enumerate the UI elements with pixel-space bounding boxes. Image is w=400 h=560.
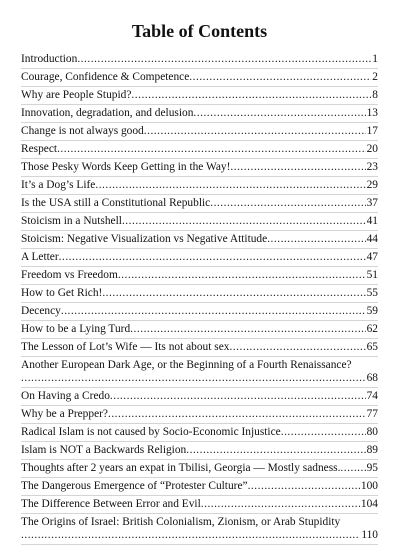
dot-leader (201, 498, 360, 511)
toc-entry-title: Innovation, degradation, and delusion (21, 107, 194, 119)
dot-leader (95, 179, 365, 192)
toc-entry-title: The Lesson of Lot’s Wife — Its not about sex (21, 341, 230, 353)
dot-leader (230, 161, 365, 174)
toc-entry[interactable] (21, 267, 378, 285)
toc-entry-page: 17 (366, 125, 378, 137)
toc-entry-page: 74 (366, 390, 378, 402)
dot-leader (229, 341, 365, 354)
toc-entry[interactable] (21, 177, 378, 195)
toc-entry-page: 104 (360, 498, 378, 510)
toc-entry-title: Courage, Confidence & Competence (21, 71, 190, 83)
dot-leader (340, 462, 365, 475)
dot-leader (248, 480, 360, 493)
toc-entry[interactable] (21, 195, 378, 213)
toc-entry-page: 23 (366, 161, 378, 173)
dot-leader (144, 125, 366, 138)
toc-entry[interactable] (21, 388, 378, 406)
dot-leader (21, 529, 360, 542)
dot-leader (57, 143, 366, 156)
dot-leader (189, 71, 371, 84)
toc-entry-page: 68 (366, 372, 378, 384)
toc-entry[interactable] (21, 303, 378, 321)
toc-entry-page: 77 (366, 408, 378, 420)
toc-entry[interactable] (21, 321, 378, 339)
toc-entry[interactable] (21, 460, 378, 478)
toc-entry-title: It’s a Dog’s Life (21, 179, 96, 191)
toc-entry-page: 110 (361, 529, 378, 541)
toc-entry-page: 47 (366, 251, 378, 263)
toc-entry[interactable] (21, 424, 378, 442)
toc-entry-title: Stoicism in a Nutshell (21, 215, 122, 227)
toc-entry-title: Why be a Prepper? (21, 408, 108, 420)
toc-entry-page: 80 (366, 426, 378, 438)
toc-entry[interactable] (21, 285, 378, 303)
dot-leader (21, 372, 366, 385)
toc-entry[interactable] (21, 159, 378, 177)
toc-entry-title: Another European Dark Age, or the Beginning of a Fourth Renaissance? (21, 359, 352, 371)
toc-entry-title: Those Pesky Words Keep Getting in the Way! (21, 161, 231, 173)
toc-entry-title: Thoughts after 2 years an expat in Tbilisi, Georgia — Mostly sadness. (21, 462, 341, 474)
dot-leader (110, 390, 366, 403)
dot-leader (131, 89, 371, 102)
toc-entry-page: 89 (366, 444, 378, 456)
toc-entry-title: On Having a Credo (21, 390, 110, 402)
toc-entry-page: 59 (366, 305, 378, 317)
toc-entry-title: The Dangerous Emergence of “Protester Culture” (21, 480, 248, 492)
toc-entry-page: 100 (360, 480, 378, 492)
dot-leader (122, 215, 366, 228)
toc-entry-title: Introduction (21, 53, 78, 65)
toc-entry[interactable] (21, 496, 378, 514)
toc-entry[interactable] (21, 51, 378, 69)
dot-leader (186, 444, 365, 457)
toc-entry-page: 55 (366, 287, 378, 299)
toc-entry-page: 41 (366, 215, 378, 227)
toc-entry-title: Respect (21, 143, 58, 155)
toc-entry-title: How to Get Rich! (21, 287, 103, 299)
toc-entry[interactable] (21, 141, 378, 159)
toc-entry[interactable] (21, 249, 378, 267)
toc-entry[interactable] (21, 231, 378, 249)
toc-list (21, 51, 378, 545)
toc-entry-title: Islam is NOT a Backwards Religion (21, 444, 187, 456)
toc-entry[interactable] (21, 514, 378, 545)
dot-leader (102, 287, 365, 300)
toc-entry-title: Change is not always good (21, 125, 144, 137)
dot-leader (193, 107, 365, 120)
toc-entry-title: The Origins of Israel: British Colonialism, Zionism, or Arab Stupidity (21, 516, 341, 528)
toc-entry-title: How to be a Lying Turd (21, 323, 131, 335)
toc-entry-page: 62 (366, 323, 378, 335)
page-title: Table of Contents (131, 21, 268, 41)
toc-entry-page: 95 (366, 462, 378, 474)
toc-entry-title: Decency (21, 305, 61, 317)
toc-entry-title: Freedom vs Freedom (21, 269, 118, 281)
dot-leader (61, 305, 366, 318)
dot-leader (267, 233, 365, 246)
toc-entry-page: 65 (366, 341, 378, 353)
toc-entry-page: 2 (372, 71, 378, 83)
toc-entry-page: 13 (366, 107, 378, 119)
toc-entry-title: Stoicism: Negative Visualization vs Negative Attitude (21, 233, 268, 245)
toc-entry-title: A Letter (21, 251, 59, 263)
toc-entry-title: Why are People Stupid? (21, 89, 132, 101)
toc-entry-title: The Difference Between Error and Evil (21, 498, 201, 510)
toc-entry-title: Is the USA still a Constitutional Republic (21, 197, 211, 209)
dot-leader (59, 251, 366, 264)
toc-entry[interactable] (21, 339, 378, 357)
toc-entry[interactable] (21, 123, 378, 141)
toc-entry[interactable] (21, 69, 378, 87)
dot-leader (130, 323, 365, 336)
toc-entry[interactable] (21, 105, 378, 123)
dot-leader (210, 197, 365, 210)
toc-entry-page: 51 (366, 269, 378, 281)
toc-entry-page: 44 (366, 233, 378, 245)
toc-entry-page: 1 (372, 53, 378, 65)
toc-entry[interactable] (21, 213, 378, 231)
toc-entry-title: Radical Islam is not caused by Socio-Economic Injustice (21, 426, 281, 438)
dot-leader (108, 408, 366, 421)
toc-entry-page: 8 (372, 89, 378, 101)
toc-entry[interactable] (21, 87, 378, 105)
toc-entry-page: 29 (366, 179, 378, 191)
toc-entry[interactable] (21, 478, 378, 496)
toc-entry[interactable] (21, 442, 378, 460)
toc-entry[interactable] (21, 406, 378, 424)
dot-leader (118, 269, 366, 282)
dot-leader (281, 426, 366, 439)
toc-entry-page: 37 (366, 197, 378, 209)
dot-leader (77, 53, 371, 66)
toc-entry[interactable] (21, 357, 378, 388)
toc-entry-page: 20 (366, 143, 378, 155)
